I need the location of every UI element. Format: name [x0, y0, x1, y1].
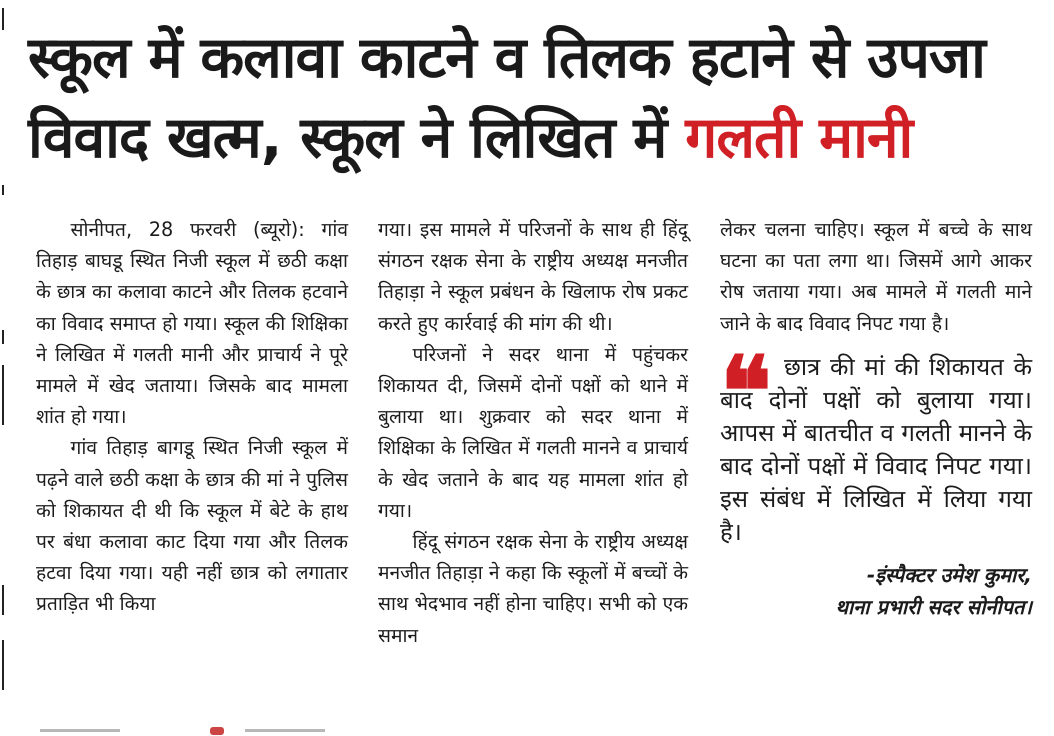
article-column-2	[378, 214, 688, 651]
paragraph: हिंदू संगठन रक्षक सेना के राष्ट्रीय अध्यक्ष मनजीत तिहाड़ा ने कहा कि स्कूलों में बच्चों के साथ भेदभाव नहीं होना चाहिए। सभी को एक समान	[378, 530, 688, 647]
paragraph: लेकर चलना चाहिए। स्कूल में बच्चे के साथ घटना का पता लगा था। जिसमें आगे आकर रोष जताया गया। अब मामले में गलती माने जाने के बाद विवाद निपट गया है।	[720, 218, 1032, 335]
headline	[28, 18, 1038, 178]
cropped-next-article-edge	[0, 727, 1054, 736]
cropped-text-fragment	[40, 729, 120, 732]
headline-line-2-text: विवाद खत्म, स्कूल ने लिखित में	[28, 105, 686, 171]
pull-quote-text: छात्र की मां की शिकायत के बाद दोनों पक्षों को बुलाया गया। आपस में बातचीत व गलती मानने के बाद दोनों पक्षों में विवाद निपट गया। इस संबंध में लिखित में लिया गया है।	[720, 352, 1032, 546]
gutter-rule-mark	[2, 8, 4, 30]
quote-mark-icon: ❝	[720, 334, 772, 448]
headline-line-2	[28, 98, 1038, 178]
headline-highlight: गलती मानी	[685, 105, 913, 171]
attribution-title: थाना प्रभारी सदर सोनीपत।	[835, 594, 1032, 619]
paragraph: सोनीपत, 28 फरवरी (ब्यूरो): गांव तिहाड़ बाघडू स्थित निजी स्कूल में छठी कक्षा के छात्र का कलावा काटने और तिलक हटवाने का विवाद समाप्त हो गया। स्कूल की शिक्षिका ने लिखित में गलती मानी और प्राचार्य ने पूरे मामले में खेद जताया। जिसके बाद मामला शांत हो गया।	[36, 218, 348, 429]
gutter-rule-mark	[2, 330, 4, 344]
gutter-rule-mark	[2, 185, 4, 195]
pull-quote-attribution	[720, 559, 1032, 623]
article-column-3	[720, 214, 1032, 623]
cropped-text-fragment	[245, 729, 325, 732]
gutter-rule-mark	[2, 585, 4, 615]
headline-line-1: स्कूल में कलावा काटने व तिलक हटाने से उपजा	[28, 25, 985, 91]
paragraph: परिजनों ने सदर थाना में पहुंचकर शिकायत दी, जिसमें दोनों पक्षों को थाने में बुलाया था। शुक्रवार को सदर थाना में शिक्षिका के लिखित में गलती मानने व प्राचार्य के खेद जताने के बाद यह मामला शांत हो गया।	[378, 342, 688, 522]
attribution-name: -इंस्पैक्टर उमेश कुमार,	[866, 562, 1032, 587]
article-column-1	[36, 214, 348, 620]
gutter-rule-mark	[2, 365, 4, 425]
gutter-rule-mark	[2, 640, 4, 690]
paragraph: गया। इस मामले में परिजनों के साथ ही हिंदू संगठन रक्षक सेना के राष्ट्रीय अध्यक्ष मनजीत तिहाड़ा ने स्कूल प्रबंधन के खिलाफ रोष प्रकट करते हुए कार्रवाई की मांग की थी।	[378, 218, 688, 335]
pull-quote	[720, 334, 1032, 623]
cropped-red-fragment	[210, 727, 224, 735]
paragraph: गांव तिहाड़ बागडू स्थित निजी स्कूल में पढ़ने वाले छठी कक्षा के छात्र की मां ने पुलिस को शिकायत दी थी कि स्कूल में बेटे के हाथ पर बंधा कलावा काट दिया गया और तिलक हटवा दिया गया। यही नहीं छात्र को लगातार प्रताड़ित भी किया	[36, 436, 348, 616]
